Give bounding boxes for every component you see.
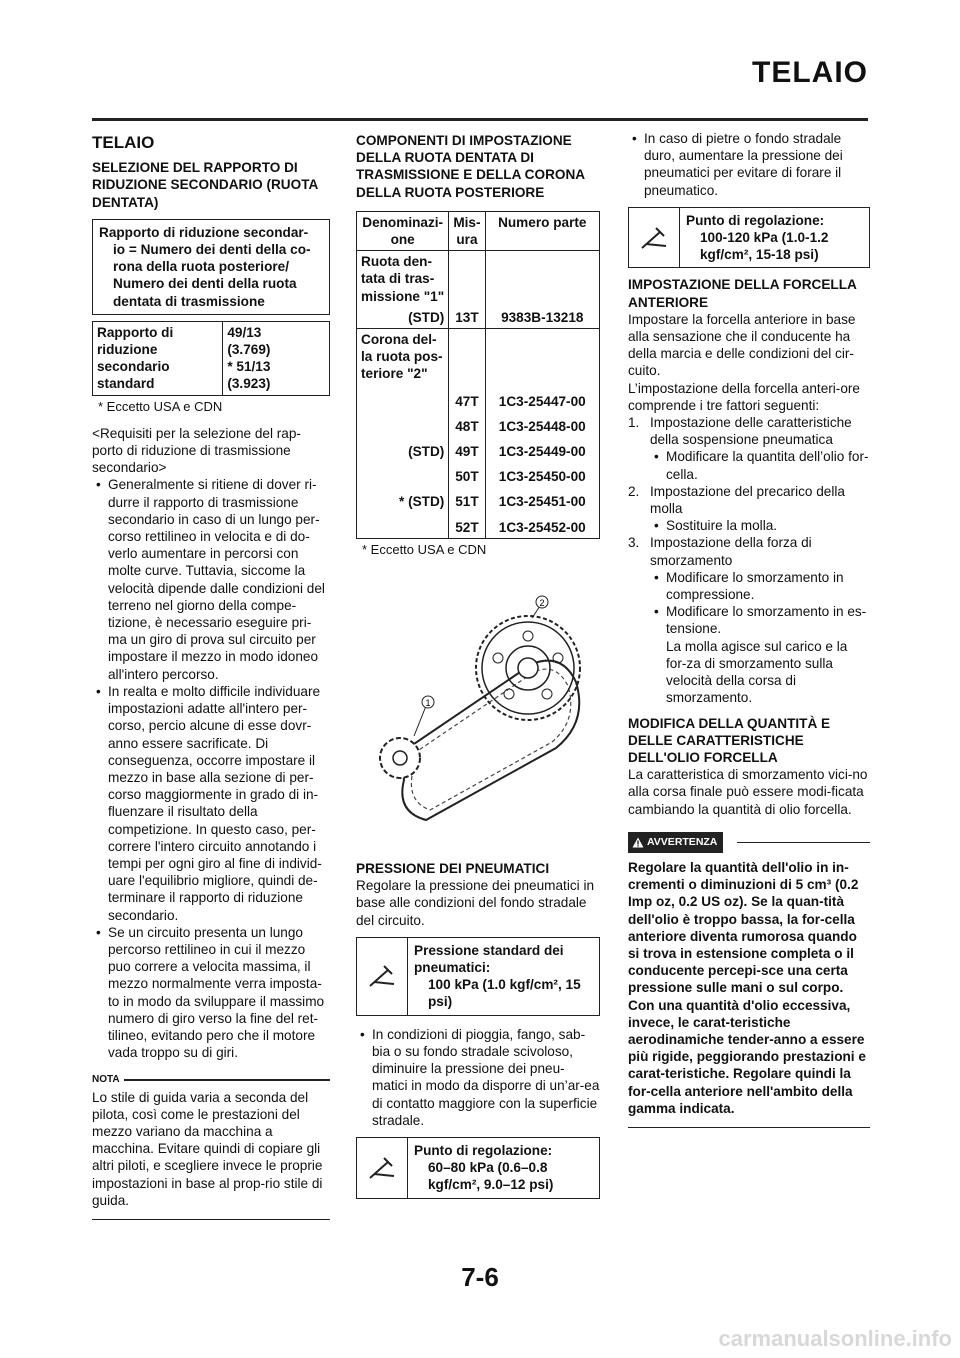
table-cell: 49T — [449, 437, 485, 462]
list-item: • In caso di pietre o fondo stradale duro, aumentare la pressione dei pneumatici per evitare di forare il pneumatico. — [628, 130, 870, 199]
oil-heading: MODIFICA DELLA QUANTITÀ E DELLE CARATTERISTICHE DELL'OLIO FORCELLA — [628, 715, 831, 765]
gear-ratio-heading: SELEZIONE DEL RAPPORTO DI RIDUZIONE SECONDARIO (RUOTA DENTATA) — [92, 160, 318, 210]
oil-text: La caratteristica di smorzamento vici-no alla corsa finale può essere modi-ficata cambiando la quantità di olio forcella. — [628, 767, 868, 817]
standard-ratio-values — [223, 321, 330, 395]
rain-list — [356, 1026, 600, 1129]
formula-line: io = Numero dei denti della co- — [113, 242, 311, 258]
list-item: • Sostituire la molla. — [650, 517, 870, 534]
table-header: Denominazi-one — [357, 211, 449, 250]
table-cell — [357, 462, 449, 487]
column-3 — [628, 130, 870, 1128]
empty-cell — [449, 329, 485, 391]
list-item: • Modificare lo smorzamento in es-tensione. — [650, 603, 870, 637]
column-1 — [92, 130, 330, 1220]
table-header: Mis-ura — [449, 211, 485, 250]
sprocket-table — [356, 211, 600, 539]
table-cell: 1C3-25450-00 — [485, 462, 599, 487]
list-item: • Modificare lo smorzamento in compressione. — [650, 569, 870, 603]
divider — [124, 1079, 330, 1081]
table-cell: 52T — [449, 513, 485, 539]
low-pressure-label: Punto di regolazione: — [414, 1142, 553, 1158]
table-cell: 9383B-13218 — [485, 307, 599, 329]
requirements-intro: <Requisiti per la selezione del rap-porto di riduzione di trasmissione secondario> — [92, 425, 301, 476]
wrench-icon — [357, 1138, 408, 1198]
nota-header — [92, 1071, 330, 1088]
tire-pressure-text: Regolare la pressione dei pneumatici in base alle condizioni del fondo stradale del circuito. — [356, 878, 595, 928]
section-header-title: TELAIO — [752, 56, 868, 89]
warning-header — [628, 832, 870, 853]
chapter-title: TELAIO — [92, 133, 155, 152]
standard-ratio-table — [92, 321, 330, 396]
step-item — [628, 414, 870, 483]
ratio-value: 49/13 — [227, 324, 262, 340]
table-cell: (STD) — [357, 437, 449, 462]
table-cell: 47T — [449, 391, 485, 412]
high-pressure-box — [628, 207, 870, 269]
tire-std-label: Pressione standard dei pneumatici: — [414, 942, 564, 976]
list-item: • In realta e molto difficile individuare impostazioni adatte all'intero per-corso, percio alcune di esse dovr-anno essere sacrificate. Di conseguenza, occorre impostare il mezzo in base alla sezione di per-corso maggiormente in grado di in-fluenzare il risultato della competizione. In questo caso, per-correre l'intero circuito annotando i tempi per ogni giro al fine di individ-uare l'equilibrio migliore, quindi de-terminare il rapporto di riduzione secondario. — [92, 683, 330, 924]
callout-2: 2 — [539, 598, 545, 609]
column-2 — [356, 130, 600, 1199]
ratio-value: (3.769) — [227, 342, 271, 358]
except-note: * Eccetto USA e CDN — [362, 541, 487, 557]
ratio-value: (3.923) — [227, 376, 271, 392]
low-pressure-box — [356, 1137, 600, 1199]
warning-text: Regolare la quantità dell'olio in in-crementi o diminuzioni di 5 cm³ (0.2 Imp oz, 0.2 US oz). Se la quan-tità dell'olio è troppo bassa, la for-cella anteriore diventa rumorosa quando si trova in estensione completa o il conducente percepi-sce una certa pressione sulle mani o sul corpo. Con una quantità d'olio eccessiva, invece, le carat-teristiche aerodinamiche tender-anno a essere più rigide, peggiorando prestazioni e carat-teristiche. Regolare quindi la for-cella anteriore nell'ambito della gamma indicata. — [628, 859, 866, 1116]
tire-std-box — [356, 937, 600, 1016]
list-item: • Se un circuito presenta un lungo percorso rettilineo in cui il mezzo puo correre a velocita massima, il mezzo normalmente verra imposta-to in modo da sviluppare il massimo numero di giro verso la fine del ret-tilineo, evitando pero che il motore vada troppo su di giri. — [92, 924, 330, 1062]
list-item: • Generalmente si ritiene di dover ri-durre il rapporto di trasmissione secondario in caso di un lungo per-corso rettilineo in velocita e di do-verlo aumentare in percorsi con molte curve. Tuttavia, siccome la velocità dipende dalle condizioni del terreno nel giorno della compe-tizione, è necessario eseguire pri-ma un giro di prova sul circuito per impostare il mezzo in modo idoneo all'intero percorso. — [92, 476, 330, 682]
fork-steps — [628, 414, 870, 706]
nota-text: Lo stile di guida varia a seconda del pilota, così come le prestazioni del mezzo variano da macchina a macchina. Evitare quindi di copiare gli altri piloti, e scegliere invece le proprie impostazioni in base al prop-rio stile di guida. — [92, 1089, 323, 1208]
warning-label: AVVERTENZA — [647, 835, 718, 848]
step-text: Impostazione delle caratteristiche della sospensione pneumatica — [650, 415, 852, 448]
group-name: Corona del-la ruota pos-teriore "2" — [357, 329, 449, 391]
stone-list — [628, 130, 870, 199]
nota-label: NOTA — [92, 1074, 120, 1086]
tire-pressure-heading: PRESSIONE DEI PNEUMATICI — [356, 861, 550, 877]
formula-box — [92, 219, 330, 315]
fork-paragraph: Impostare la forcella anteriore in base alla sensazione che il conducente ha della marcia e delle condizioni del cir-cuito. — [628, 311, 856, 379]
step-number: 1. — [628, 415, 640, 431]
step-number: 3. — [628, 535, 640, 551]
table-cell — [357, 391, 449, 412]
empty-cell — [485, 329, 599, 391]
list-item: • Modificare la quantita dell’olio for-cella. — [650, 448, 870, 482]
fork-paragraph: L’impostazione della forcella anteri-ore comprende i tre fattori seguenti: — [628, 380, 860, 413]
table-cell: 1C3-25452-00 — [485, 513, 599, 539]
table-cell: * (STD) — [357, 487, 449, 512]
step-number: 2. — [628, 483, 640, 499]
table-cell: 1C3-25447-00 — [485, 391, 599, 412]
step-item — [628, 534, 870, 706]
divider — [628, 1127, 870, 1129]
standard-ratio-label: Rapporto di riduzione secondario standard — [93, 321, 223, 395]
table-cell: 1C3-25448-00 — [485, 412, 599, 437]
requirements-list — [92, 476, 330, 1061]
table-cell: 48T — [449, 412, 485, 437]
except-note: * Eccetto USA e CDN — [98, 398, 223, 414]
formula-line: rona della ruota posteriore/ — [113, 259, 290, 275]
table-cell: 1C3-25449-00 — [485, 437, 599, 462]
sprocket-heading: COMPONENTI DI IMPOSTAZIONE DELLA RUOTA DENTATA DI TRASMISSIONE E DELLA CORONA DELLA RUOTA POSTERIORE — [356, 133, 585, 200]
fork-heading: IMPOSTAZIONE DELLA FORCELLA ANTERIORE — [628, 277, 857, 310]
warning-badge — [628, 832, 723, 853]
high-pressure-label: Punto di regolazione: — [686, 212, 825, 228]
table-header: Numero parte — [485, 211, 599, 250]
wrench-icon — [357, 938, 408, 1015]
callout-1: 1 — [425, 698, 431, 709]
empty-cell — [485, 251, 599, 307]
header-rule — [92, 118, 868, 121]
step-item — [628, 483, 870, 535]
table-cell: 50T — [449, 462, 485, 487]
table-cell: 1C3-25451-00 — [485, 487, 599, 512]
list-item: • In condizioni di pioggia, fango, sab-bia o su fondo stradale scivoloso, diminuire la pressione dei pneu-matici in modo da disporre di un’ar-ea di contatto maggiore con la superficie stradale. — [356, 1026, 600, 1129]
formula-line: dentata di trasmissione — [113, 293, 265, 309]
tire-std-value: 100 kPa (1.0 kgf/cm², 15 psi) — [428, 977, 581, 1010]
step-text: Impostazione della forza di smorzamento — [650, 535, 812, 568]
table-cell: 51T — [449, 487, 485, 512]
table-cell: (STD) — [357, 307, 449, 329]
wrench-icon — [629, 208, 680, 268]
table-cell — [357, 412, 449, 437]
table-cell: 13T — [449, 307, 485, 329]
empty-cell — [449, 251, 485, 307]
steps-note: La molla agisce sul carico e la for-za di smorzamento sulla velocità della corsa di smorzamento. — [666, 638, 848, 706]
watermark: carmanualsonline.info — [718, 1326, 952, 1351]
step-text: Impostazione del precarico della molla — [650, 483, 845, 517]
ratio-value: * 51/13 — [227, 359, 271, 375]
warning-triangle-icon — [632, 837, 644, 848]
divider — [92, 1219, 330, 1221]
formula-line: Numero dei denti della ruota — [113, 276, 297, 292]
sprocket-chain-illustration — [356, 562, 600, 852]
low-pressure-value: 60–80 kPa (0.6–0.8 kgf/cm², 9.0–12 psi) — [428, 1160, 554, 1193]
page-number: 7-6 — [461, 1262, 499, 1292]
divider — [737, 842, 870, 844]
table-cell — [357, 513, 449, 539]
high-pressure-value: 100-120 kPa (1.0-1.2 kgf/cm², 15-18 psi) — [700, 230, 829, 263]
group-name: Ruota den-tata di tras-missione "1" — [357, 251, 449, 307]
formula-line: Rapporto di riduzione secondar- — [99, 224, 309, 240]
